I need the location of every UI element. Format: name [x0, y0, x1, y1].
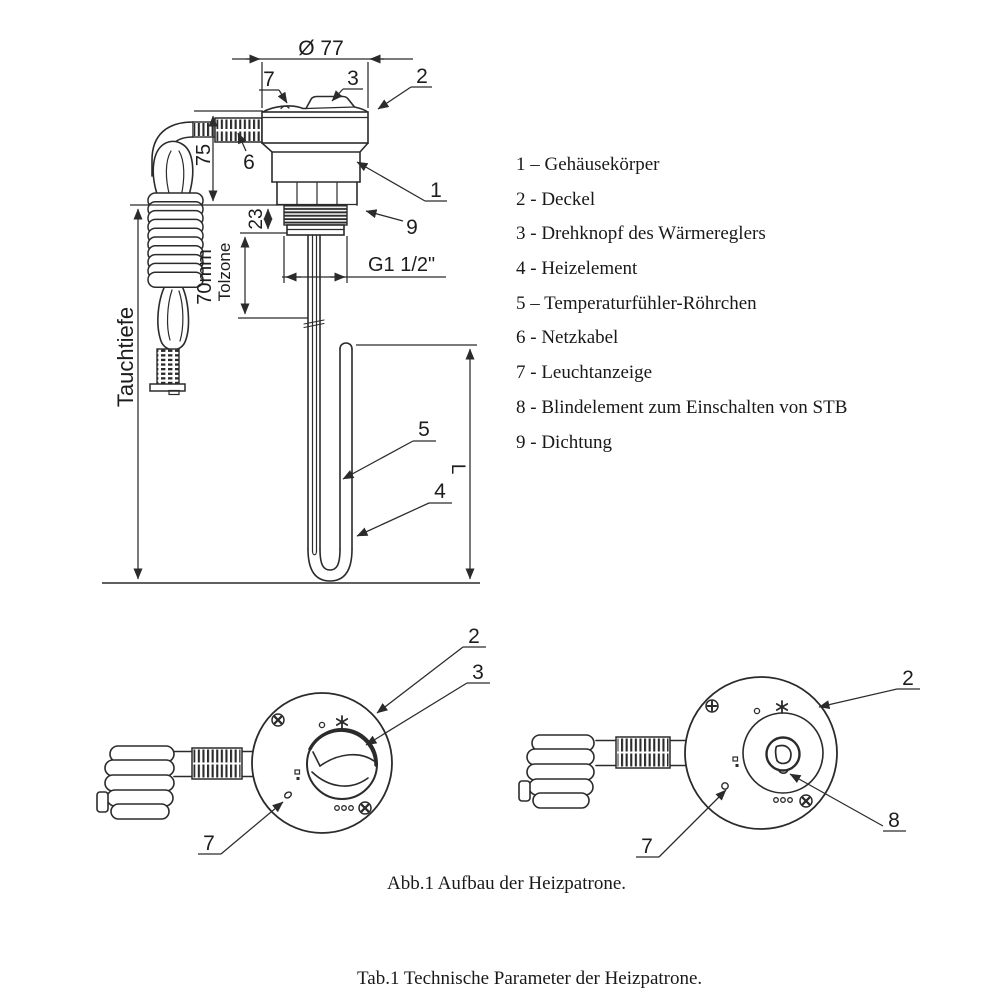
mains-plug — [150, 349, 185, 395]
callout-6: 6 — [243, 151, 255, 174]
callout-8: 8 — [888, 809, 900, 832]
heating-element — [304, 235, 352, 581]
cable-gland — [193, 118, 262, 142]
plug-tab — [97, 792, 108, 812]
dim-tauchtiefe: Tauchtiefe — [113, 306, 138, 408]
dial-mark — [295, 770, 300, 774]
callout-2: 2 — [902, 667, 914, 690]
cable-coil-end — [519, 735, 594, 808]
shoulder — [262, 143, 368, 152]
cable-gland — [616, 737, 670, 768]
table-caption: Tab.1 Technische Parameter der Heizpatrone. — [357, 968, 703, 989]
legend-item-6: 6 - Netzkabel — [516, 327, 619, 349]
legend-item-9: 9 - Dichtung — [516, 431, 613, 453]
legend-item-8: 8 - Blindelement zum Einschalten von STB — [516, 396, 848, 418]
dial-mark — [733, 757, 738, 761]
legend-item-4: 4 - Heizelement — [516, 258, 638, 280]
callout-2: 2 — [416, 65, 428, 88]
end-view-knob-removed — [519, 677, 837, 829]
housing-head — [262, 97, 368, 236]
end-view-with-knob — [97, 693, 392, 833]
dim-tolzone: Tolzone — [215, 242, 234, 302]
legend-item-5: 5 – Temperaturfühler-Röhrchen — [516, 292, 757, 314]
dial-dot — [754, 708, 759, 713]
cable-coil-end — [97, 746, 174, 819]
callout-5: 5 — [418, 418, 430, 441]
legend-item-2: 2 - Deckel — [516, 188, 596, 210]
callout-3: 3 — [472, 661, 484, 684]
dim-75: 75 — [193, 143, 215, 167]
figure-caption: Abb.1 Aufbau der Heizpatrone. — [387, 873, 627, 894]
plug-tab — [519, 781, 530, 801]
callout-3: 3 — [347, 67, 359, 90]
dim-70mm: 70mm — [194, 249, 216, 305]
dial-dots — [335, 806, 354, 811]
callout-9: 9 — [406, 216, 418, 239]
dial-dot — [319, 722, 324, 727]
callout-1: 1 — [430, 179, 442, 202]
knob-base-line — [306, 107, 355, 109]
dial-mark — [736, 764, 739, 767]
cable-gland — [192, 748, 242, 779]
dim-length-L: L — [447, 463, 468, 475]
callout-7: 7 — [263, 68, 275, 91]
legend-item-3: 3 - Drehknopf des Wärmereglers — [516, 223, 766, 245]
dim-thread-size: G1 1/2" — [368, 254, 436, 276]
thread-seal — [284, 205, 347, 225]
dial-mark — [297, 777, 300, 780]
dial-dots — [774, 798, 793, 803]
dim-23: 23 — [246, 208, 267, 230]
cover-band — [262, 112, 368, 143]
callout-7: 7 — [203, 832, 215, 855]
legend-item-7: 7 - Leuchtanzeige — [516, 362, 653, 384]
callout-7: 7 — [641, 835, 653, 858]
dim-diameter: Ø 77 — [298, 37, 344, 60]
led-indicator — [722, 783, 728, 789]
thermostat-knob — [307, 729, 377, 799]
main-assembly-view — [148, 97, 368, 582]
legend-item-1: 1 – Gehäusekörper — [516, 154, 660, 175]
parts-legend — [516, 148, 936, 460]
callout-leaders-top — [238, 87, 452, 536]
callout-4: 4 — [434, 480, 446, 503]
cover-dome — [263, 97, 367, 113]
callout-2: 2 — [468, 625, 480, 648]
hex-nut — [277, 182, 357, 205]
